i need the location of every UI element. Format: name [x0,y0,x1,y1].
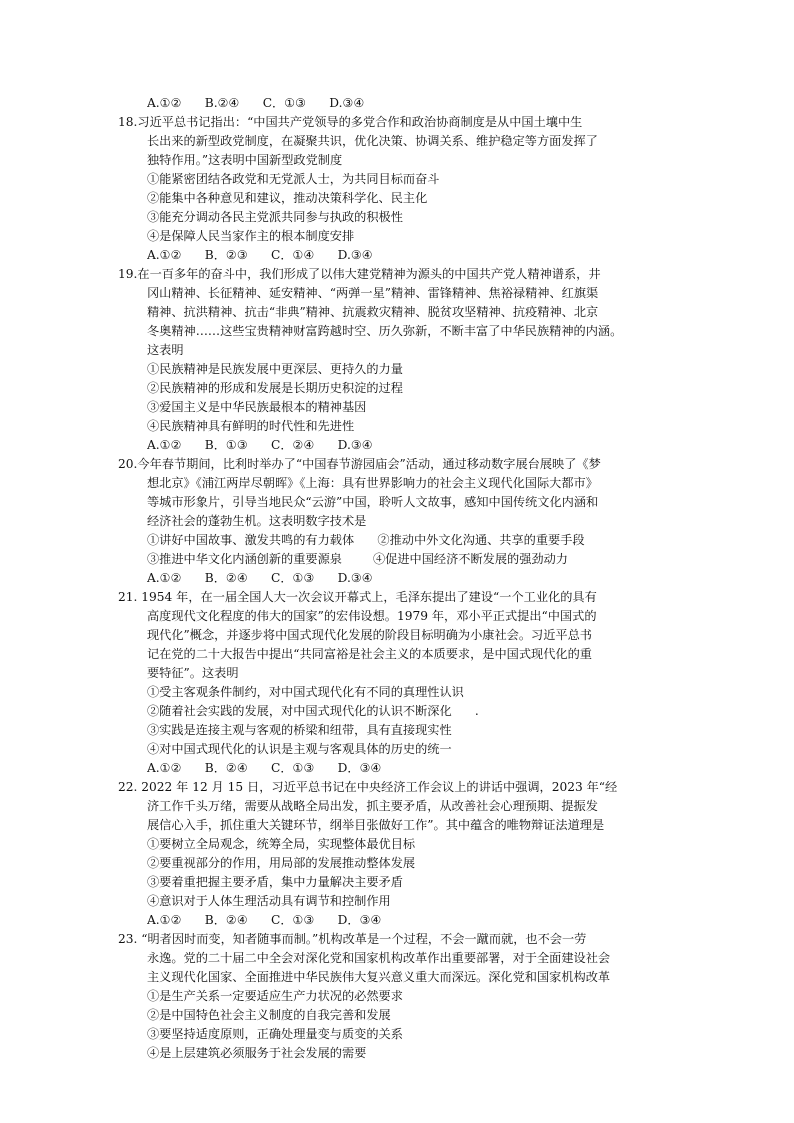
text-line: 冈山精神、长征精神、延安精神、“两弹一星”精神、雷锋精神、焦裕禄精神、红旗渠 [147,286,599,300]
text-line: 现代化”概念，并逐步将中国式现代化发展的阶段目标明确为小康社会。习近平总书 [147,628,592,642]
text-line: ③推进中华文化内涵创新的重要源泉 ④促进中国经济不断发展的强劲动力 [147,552,568,566]
text-line: 永逸。党的二十届二中全会对深化党和国家机构改革作出重要部署，对于全面建设社会 [147,951,611,965]
text-line: 展信心入手，抓住重大关键环节，纲举目张做好工作”。其中蕴含的唯物辩证法道理是 [147,818,605,832]
text-line: A.①② B．②④ C．①③ D．③④ [147,913,382,927]
text-line: ④对中国式现代化的认识是主观与客观具体的历史的统一 [147,742,452,756]
text-line: A.①② B．②④ C．①③ D.③④ [147,571,373,585]
text-line: 要特征”。这表明 [147,666,239,680]
text-line: ①讲好中国故事、激发共鸣的有力载体 ②推动中外文化沟通、共享的重要手段 [147,533,585,547]
text-line: ②民族精神的形成和发展是长期历史积淀的过程 [147,381,403,395]
text-line: 等城市形象片，引导当地民众“云游”中国，聆听人文故事，感知中国传统文化内涵和 [147,495,599,509]
text-line: ①是生产关系一定要适应生产力状况的必然要求 [147,989,403,1003]
text-line: 主义现代化国家、全面推进中华民族伟大复兴意义重大而深远。深化党和国家机构改革 [147,970,611,984]
text-line: ③要坚持适度原则，正确处理量变与质变的关系 [147,1027,403,1041]
text-line: ①要树立全局观念，统筹全局，实现整体最优目标 [147,837,416,851]
text-line: ③要着重把握主要矛盾，集中力量解决主要矛盾 [147,875,403,889]
text-line: ①受主客观条件制约，对中国式现代化有不同的真理性认识 [147,685,464,699]
text-line: 独特作用。”这表明中国新型政党制度 [147,153,343,167]
text-line: ③实践是连接主观与客观的桥梁和纽带，具有直接现实性 [147,723,452,737]
text-line: 高度现代文化程度的伟大的国家”的宏伟设想。1979 年，邓小平正式提出“中国式的 [147,609,597,623]
text-line: A.①② B．②③ C．①④ D.③④ [147,248,373,262]
text-line: 想北京》《浦江两岸尽朝晖》《上海：具有世界影响力的社会主义现代化国际大都市》 [147,476,598,490]
text-line: 精神、抗洪精神、抗击“非典”精神、抗震救灾精神、脱贫攻坚精神、抗疫精神、北京 [147,305,599,319]
text-line: ①能紧密团结各政党和无党派人士，为共同目标而奋斗 [147,172,440,186]
text-line: ②能集中各种意见和建议，推动决策科学化、民主化 [147,191,428,205]
text-line: ④民族精神具有鲜明的时代性和先进性 [147,419,355,433]
text-line: 21. 1954 年，在一届全国人大一次会议开幕式上，毛泽东提出了建设“一个工业化的具有 [118,590,597,604]
text-line: 经济社会的蓬勃生机。这表明数字技术是 [147,514,367,528]
text-line: ②要重视部分的作用，用局部的发展推动整体发展 [147,856,416,870]
text-line: ③爱国主义是中华民族最根本的精神基因 [147,400,367,414]
text-line: ④意识对于人体生理活动具有调节和控制作用 [147,894,391,908]
text-line: 长出来的新型政党制度，在凝聚共识，优化决策、协调关系、维护稳定等方面发挥了 [147,134,598,148]
text-line: 这表明 [147,343,184,357]
text-line: 20.今年春节期间，比利时举办了“中国春节游园庙会”活动，通过移动数字展台展映了《梦 [118,457,601,471]
text-line: ③能充分调动各民主党派共同参与执政的积极性 [147,210,403,224]
text-line: 19.在一百多年的奋斗中，我们形成了以伟大建党精神为源头的中国共产党人精神谱系，井 [118,267,601,281]
text-line: A.①② B．①③ C．②④ D.③④ [147,438,373,452]
text-line: ④是保障人民当家作主的根本制度安排 [147,229,355,243]
text-line: ②随着社会实践的发展，对中国式现代化的认识不断深化 . [147,704,479,718]
text-line: 济工作千头万绪，需要从战略全局出发，抓主要矛盾，从改善社会心理预期、提振发 [147,799,598,813]
text-line: 冬奥精神……这些宝贵精神财富跨越时空、历久弥新，不断丰富了中华民族精神的内涵。 [147,324,623,338]
text-line: 记在党的二十大报告中提出“共同富裕是社会主义的本质要求，是中国式现代化的重 [147,647,592,661]
text-line: 22. 2022 年 12 月 15 日，习近平总书记在中央经济工作会议上的讲话中强调，2023 年“经 [118,780,618,794]
text-line: 23. “明者因时而变，知者随事而制。”机构改革是一个过程，不会一蹴而就，也不会一劳 [118,932,587,946]
text-line: A.①② B．②④ C．①③ D．③④ [147,761,382,775]
text-line: ①民族精神是民族发展中更深层、更持久的力量 [147,362,403,376]
text-line: 18.习近平总书记指出：“中国共产党领导的多党合作和政治协商制度是从中国土壤中生 [118,115,583,129]
text-line: A.①② B.②④ C．①③ D.③④ [147,96,365,110]
text-line: ②是中国特色社会主义制度的自我完善和发展 [147,1008,391,1022]
text-line: ④是上层建筑必须服务于社会发展的需要 [147,1046,367,1060]
